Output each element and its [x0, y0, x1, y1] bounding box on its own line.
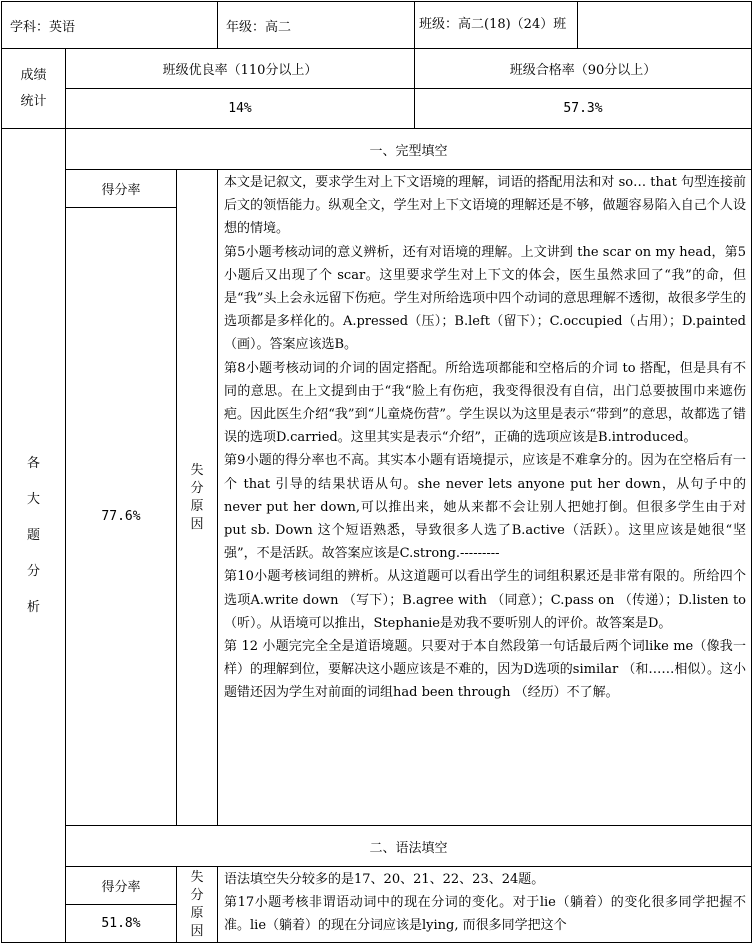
- section1-title-row: [2, 129, 752, 170]
- pass-rate-label: 班级合格率（90分以上）: [415, 49, 752, 89]
- loss-label-char: 原: [190, 905, 204, 921]
- excellent-rate-value: 14%: [66, 89, 415, 129]
- analysis-paragraph: 第5小题考核动词的意义辨析，还有对语境的理解。上文讲到 the scar on my head，第5小题后又出现了个 scar。这里要求学生对上下文的体会，医生虽然求回了“我”的命，但是“我”头上会永远留下伤疤。学生对所给选项中四个动词的意思理解不透彻，故很多学生的选项都是多样化的。A.pressed（压）；B.left（留下）；C.occupied（占用）；D.painted（画）。答案应该选B。: [224, 244, 746, 353]
- section1-score-value: 77.6%: [66, 208, 177, 826]
- section2-score-label: 得分率: [66, 867, 177, 905]
- header-row: [2, 2, 752, 49]
- loss-label-char: 因: [190, 923, 204, 939]
- loss-label-char: 分: [190, 887, 204, 903]
- class-cell: 班级：高二(18)（24）班: [415, 2, 578, 49]
- loss-label-char: 分: [190, 480, 204, 496]
- stats-row-label: [2, 49, 66, 129]
- analysis-paragraph: 语法填空失分较多的是17、20、21、22、23、24题。: [224, 872, 545, 887]
- big-label-char: 题: [26, 527, 40, 543]
- subject-cell: 学科：英语: [2, 2, 218, 49]
- stats-label-row: [2, 49, 752, 89]
- big-label-char: 分: [26, 563, 40, 579]
- section1-analysis-text: [218, 170, 752, 826]
- stats-value-row: [2, 89, 752, 129]
- analysis-paragraph: 第10小题考核词组的辨析。从这道题可以看出学生的词组积累还是非常有限的。所给四个选项A.write down （写下）；B.agree with （同意）；C.pass on （传递）；D.listen to（听）。从语境可以推出，Stephanie是劝我不要听别人的评价。故答案是D。: [224, 569, 746, 631]
- grade-cell: 年级：高二: [218, 2, 415, 49]
- section2-analysis-text: [218, 867, 752, 943]
- big-label-char: 析: [26, 599, 40, 615]
- analysis-paragraph: 第17小题考核非谓语动词中的现在分词的变化。对于lie（躺着）的变化很多同学把握不准。lie（躺着）的现在分词应该是lying, 而很多同学把这个: [224, 895, 746, 934]
- big-label-char: 大: [26, 491, 40, 507]
- analysis-paragraph: 第8小题考核动词的介词的固定搭配。所给选项都能和空格后的介词 to 搭配，但是具有不同的意思。在上文提到由于“我“脸上有伤疤，我变得很没有自信，出门总要披围巾来遮伤疤。因此医生介绍“我”到“儿童烧伤营”。学生误以为这里是表示“带到”的意思，故都选了错误的选项D.carried。这里其实是表示“介绍”，正确的选项应该是B.introduced。: [224, 360, 746, 446]
- stats-label-line2: 统计: [20, 93, 47, 109]
- section2-score-value: 51.8%: [66, 905, 177, 943]
- excellent-rate-label: 班级优良率（110分以上）: [66, 49, 415, 89]
- header-empty-cell: [578, 2, 752, 49]
- section1-loss-label: [177, 170, 218, 826]
- analysis-table: [1, 1, 752, 943]
- section2-title: 二、语法填空: [66, 826, 752, 867]
- section1-title: 一、完型填空: [66, 129, 752, 170]
- big-label-char: 各: [26, 455, 40, 471]
- loss-label-char: 失: [190, 462, 204, 478]
- analysis-paragraph: 第9小题的得分率也不高。其实本小题有语境提示，应该是不难拿分的。因为在空格后有一个 that 引导的结果状语从句。she never lets anyone put her down，从句子中的 never put her down,可以推出来，她从来都不会让别人把她打倒。但很多学生由于对 put sb. Down 这个短语熟悉，导致很多人选了B.active（活跃）。这里应该是她很“坚强”，不是活跃。故答案应该是C.strong.---------: [224, 453, 746, 562]
- analysis-paragraph: 本文是记叙文，要求学生对上下文语境的理解，词语的搭配用法和对 so… that 句型连接前后文的领悟能力。纵观全文，学生对上下文语境的理解还是不够，做题容易陷入自己个人设想的情境。: [224, 175, 746, 237]
- section1-score-label: 得分率: [66, 170, 177, 208]
- section2-loss-label: [177, 867, 218, 943]
- section2-score-label-row: [2, 867, 752, 905]
- pass-rate-value: 57.3%: [415, 89, 752, 129]
- analysis-paragraph: 第 12 小题完完全全是道语境题。只要对于本自然段第一句话最后两个词like me（像我一样）的理解到位，要解决这小题应该是不难的，因为D选项的similar （和……相似）。这小题错还因为学生对前面的词组had been through （经历）不了解。: [224, 639, 746, 701]
- section1-score-label-row: [2, 170, 752, 208]
- section2-title-row: [2, 826, 752, 867]
- loss-label-char: 失: [190, 869, 204, 885]
- section-analysis-label: [2, 129, 66, 943]
- loss-label-char: 因: [190, 516, 204, 532]
- loss-label-char: 原: [190, 498, 204, 514]
- stats-label-line1: 成绩: [20, 67, 47, 83]
